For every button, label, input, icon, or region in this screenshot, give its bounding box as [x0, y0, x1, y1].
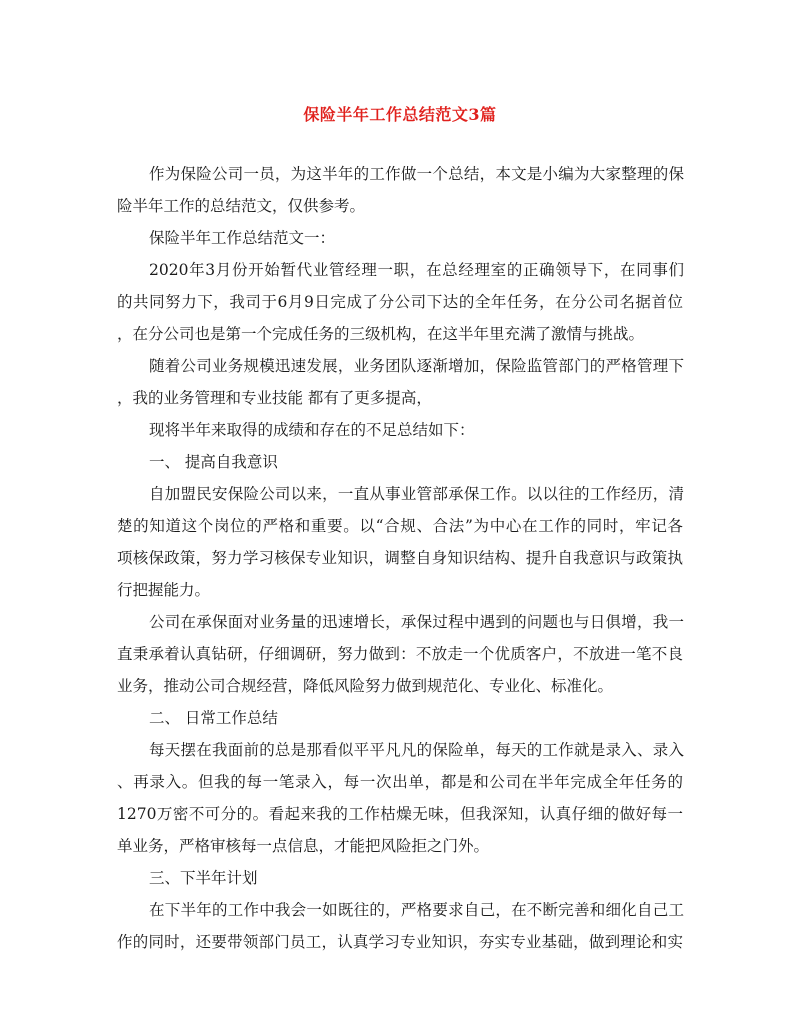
paragraph-line: 1270万密不可分的。看起来我的工作枯燥无味，但我深知，认真仔细的做好每一 — [117, 805, 683, 823]
paragraph-line: 行把握能力。 — [117, 581, 211, 599]
paragraph-line: 业务，推动公司合规经营，降低风险努力做到规范化、专业化、标准化。 — [117, 677, 614, 695]
document-title: 保险半年工作总结范文3篇 — [303, 105, 497, 124]
section-heading: 二、 日常工作总结 — [149, 709, 278, 727]
section-heading: 一、 提高自我意识 — [149, 453, 278, 471]
paragraph-line: 自加盟民安保险公司以来，一直从事业管部承保工作。以以往的工作经历，清 — [149, 485, 684, 503]
paragraph-line: 在下半年的工作中我会一如既往的，严格要求自己，在不断完善和细化自己工 — [149, 901, 684, 919]
section-heading: 三、下半年计划 — [149, 869, 258, 887]
paragraph-line: 作的同时，还要带领部门员工，认真学习专业知识，夯实专业基础，做到理论和实 — [117, 933, 683, 951]
section-heading: 保险半年工作总结范文一： — [149, 229, 336, 247]
paragraph-line: ，我的业务管理和专业技能 都有了更多提高， — [117, 389, 432, 407]
paragraph-line: ，在分公司也是第一个完成任务的三级机构，在这半年里充满了激情与挑战。 — [117, 325, 645, 343]
paragraph-line: 直秉承着认真钻研，仔细调研，努力做到：不放走一个优质客户，不放进一笔不良 — [117, 645, 683, 663]
paragraph-line: 的共同努力下，我司于6月9日完成了分公司下达的全年任务，在分公司名据首位 — [117, 293, 683, 311]
paragraph-line: 每天摆在我面前的总是那看似平平凡凡的保险单，每天的工作就是录入、录入 — [149, 741, 684, 759]
paragraph-line: 单业务，严格审核每一点信息，才能把风险拒之门外。 — [117, 837, 490, 855]
paragraph-line: 项核保政策，努力学习核保专业知识，调整自身知识结构、提升自我意识与政策执 — [117, 549, 683, 567]
paragraph-line: 公司在承保面对业务量的迅速增长，承保过程中遇到的问题也与日俱增，我一 — [149, 613, 684, 631]
paragraph-line: 随着公司业务规模迅速发展，业务团队逐渐增加，保险监管部门的严格管理下 — [149, 357, 684, 375]
paragraph-line: 楚的知道这个岗位的严格和重要。以“合规、合法”为中心在工作的同时，牢记各 — [117, 517, 683, 535]
paragraph-line: 险半年工作的总结范文，仅供参考。 — [117, 197, 366, 215]
paragraph-line: 作为保险公司一员，为这半年的工作做一个总结，本文是小编为大家整理的保 — [149, 165, 684, 183]
paragraph-line: 现将半年来取得的成绩和存在的不足总结如下： — [149, 421, 475, 439]
paragraph-line: 2020年3月份开始暂代业管经理一职，在总经理室的正确领导下，在同事们 — [149, 261, 684, 279]
paragraph-line: 、再录入。但我的每一笔录入，每一次出单，都是和公司在半年完成全年任务的 — [117, 773, 683, 791]
